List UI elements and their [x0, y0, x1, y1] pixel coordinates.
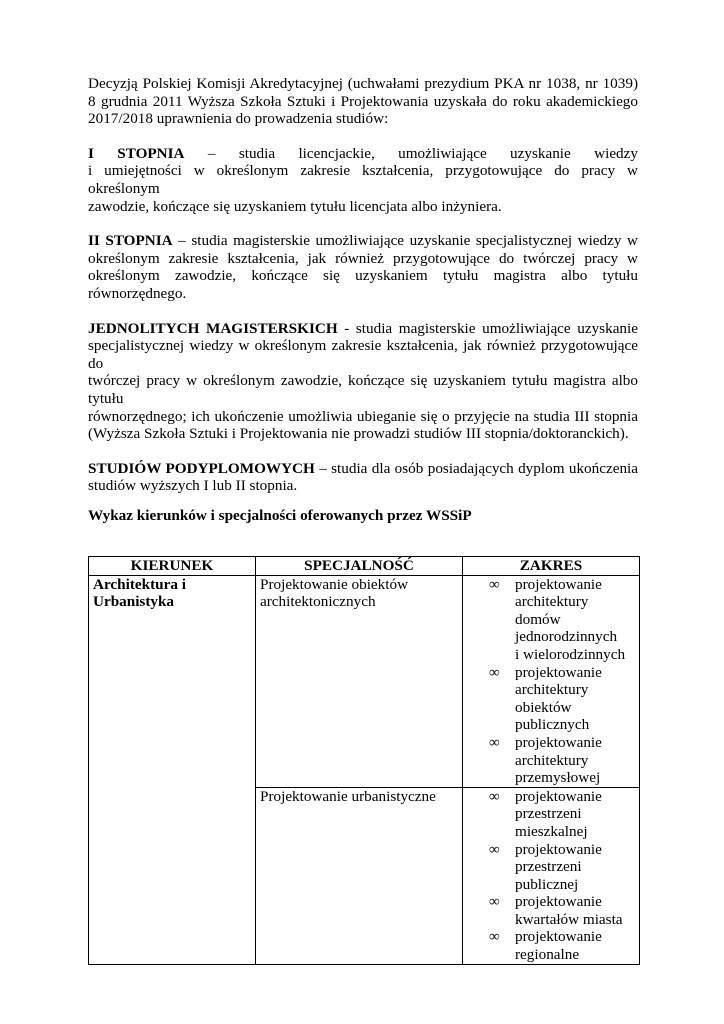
spec-line-2: architektonicznych	[260, 593, 376, 611]
programs-heading: Wykaz kierunków i specjalności oferowanych przez WSSiP	[88, 507, 472, 524]
zakres-text: jednorodzinnych	[515, 628, 618, 646]
spec-line-1: Projektowanie obiektów	[260, 575, 409, 593]
kierunek-line-2: Urbanistyka	[93, 593, 175, 611]
intro-line-3: 2017/2018 uprawnienia do prowadzenia studiów:	[88, 110, 389, 128]
second-degree-term: II STOPNIA	[88, 232, 173, 250]
postgraduate-paragraph	[88, 460, 638, 495]
infinity-bullet-icon: ∞	[489, 840, 500, 858]
zakres-text: projektowanie	[515, 928, 602, 946]
list-item	[489, 576, 635, 664]
second-degree-line-1	[88, 232, 638, 250]
zakres-text: przestrzeni publicznej	[515, 858, 582, 893]
first-degree-term: I STOPNIA	[88, 144, 185, 162]
zakres-text: architektury domów	[515, 593, 589, 628]
table-row	[89, 575, 640, 787]
unified-master-paragraph	[88, 320, 638, 443]
zakres-list	[467, 788, 635, 964]
zakres-list	[467, 576, 635, 787]
header-kierunek: KIERUNEK	[89, 557, 256, 576]
intro-line-1: Decyzją Polskiej Komisji Akredytacyjnej (uchwałami prezydium PKA nr 1038, nr 1039)	[88, 75, 638, 92]
spec-line-1: Projektowanie urbanistyczne	[260, 787, 436, 805]
second-degree-line-2: określonym zakresie kształcenia, jak również przygotowujące do twórczej pracy w	[88, 249, 638, 267]
intro-paragraph	[88, 75, 638, 128]
list-item	[489, 928, 635, 963]
zakres-text: kwartałów miasta	[515, 910, 623, 928]
zakres-text: przestrzeni mieszkalnej	[515, 805, 588, 840]
list-item	[489, 664, 635, 734]
zakres-text: projektowanie	[515, 733, 602, 751]
postgraduate-line-1	[88, 460, 638, 478]
zakres-text: projektowanie	[515, 840, 602, 858]
programs-table	[88, 556, 640, 965]
list-item	[489, 841, 635, 894]
infinity-bullet-icon: ∞	[489, 787, 500, 805]
zakres-text: i wielorodzinnych	[515, 645, 626, 663]
specjalnosc-cell	[256, 787, 463, 964]
infinity-bullet-icon: ∞	[489, 733, 500, 751]
postgraduate-term: STUDIÓW PODYPLOMOWYCH	[88, 459, 315, 477]
second-degree-line-3: określonym zawodzie, kończące się uzyskaniem tytułu magistra albo tytułu równorzędnego.	[88, 267, 638, 302]
first-degree-line-3: zawodzie, kończące się uzyskaniem tytułu licencjata albo inżyniera.	[88, 197, 502, 215]
unified-master-line-5: (Wyższa Szkoła Sztuki i Projektowania nie prowadzi studiów III stopnia/doktoranckich).	[88, 425, 629, 443]
postgraduate-line-2: studiów wyższych I lub II stopnia.	[88, 477, 298, 495]
zakres-text: regionalne	[515, 946, 580, 964]
list-item	[489, 893, 635, 928]
infinity-bullet-icon: ∞	[489, 663, 500, 681]
unified-master-term: JEDNOLITYCH MAGISTERSKICH	[88, 319, 338, 337]
unified-master-line-2: specjalistycznej wiedzy w określonym zakresie kształcenia, jak również przygotowujące do	[88, 337, 638, 372]
header-zakres: ZAKRES	[463, 557, 640, 576]
zakres-text: architektury	[515, 751, 589, 769]
zakres-text: przemysłowej	[515, 769, 601, 787]
first-degree-text: – studia licencjackie, umożliwiające uzyskanie wiedzy	[184, 144, 638, 162]
first-degree-line-1	[88, 145, 638, 163]
unified-master-line-1	[88, 320, 638, 338]
zakres-cell	[463, 787, 640, 964]
kierunek-cell	[89, 575, 256, 964]
list-item	[489, 734, 635, 787]
zakres-text: projektowanie	[515, 575, 602, 593]
zakres-text: architektury obiektów	[515, 681, 589, 716]
zakres-text: projektowanie	[515, 787, 602, 805]
unified-master-line-4: równorzędnego; ich ukończenie umożliwia ubieganie się o przyjęcie na studia III stopnia	[88, 407, 638, 425]
second-degree-text: – studia magisterskie umożliwiające uzyskanie specjalistycznej wiedzy w	[172, 232, 638, 250]
infinity-bullet-icon: ∞	[489, 928, 500, 946]
infinity-bullet-icon: ∞	[489, 893, 500, 911]
zakres-text: publicznych	[515, 716, 590, 734]
unified-master-text: - studia magisterskie umożliwiające uzyskanie	[337, 319, 638, 337]
document-body	[88, 75, 638, 512]
header-specjalnosc: SPECJALNOŚĆ	[256, 557, 463, 576]
postgraduate-text: – studia dla osób posiadających dyplom ukończenia	[314, 459, 639, 477]
unified-master-line-3: twórczej pracy w określonym zawodzie, kończące się uzyskaniem tytułu magistra albo tytułu	[88, 372, 638, 407]
intro-line-2: 8 grudnia 2011 Wyższa Szkoła Sztuki i Projektowania uzyskała do roku akademickiego	[88, 92, 638, 110]
infinity-bullet-icon: ∞	[489, 575, 500, 593]
zakres-text: projektowanie	[515, 663, 602, 681]
table-header-row	[89, 557, 640, 576]
first-degree-paragraph	[88, 145, 638, 215]
list-item	[489, 788, 635, 841]
kierunek-line-1: Architektura i	[93, 575, 186, 593]
zakres-text: projektowanie	[515, 893, 602, 911]
zakres-cell	[463, 575, 640, 787]
specjalnosc-cell	[256, 575, 463, 787]
first-degree-line-2: i umiejętności w określonym zakresie kształcenia, przygotowujące do pracy w określonym	[88, 162, 638, 197]
second-degree-paragraph	[88, 232, 638, 302]
